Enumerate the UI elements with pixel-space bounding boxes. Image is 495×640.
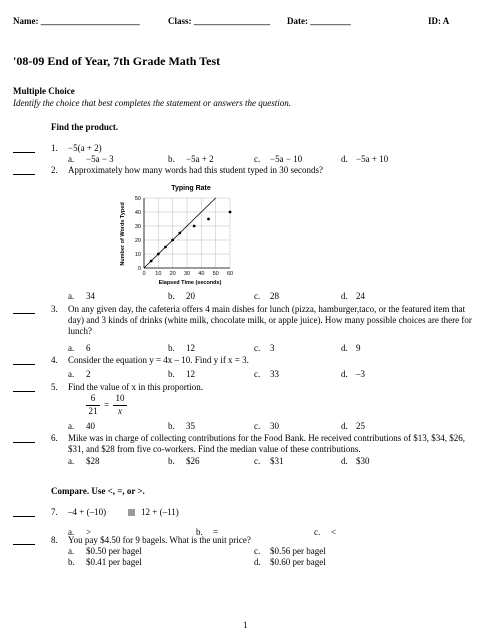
choice-letter: d. (341, 421, 348, 431)
question-text: On any given day, the cafeteria offers 4 main dishes for lunch (pizza, hamburger,taco, or the featured item that day) and 3 kinds of drinks (white milk, chocolate milk, or apple juice). How many possible choices are there for lunch? (68, 304, 472, 336)
choice-text: 9 (356, 343, 361, 353)
id-label: ID: A (428, 16, 450, 26)
choice-text: 12 (186, 369, 195, 379)
question-number: 3. (51, 304, 58, 314)
y-tick-label: 10 (134, 252, 141, 258)
section-heading: Multiple Choice (13, 86, 75, 96)
question-text: Find the value of x in this proportion. (68, 382, 203, 392)
choice-letter: b. (168, 456, 175, 466)
choice-text: –3 (356, 369, 365, 379)
choice-text: $0.50 per bagel (86, 546, 142, 556)
question-text: Consider the equation y = 4x – 10. Find y if x = 3. (68, 355, 249, 365)
y-tick-label: 0 (137, 266, 141, 272)
compare-right-expression: 12 + (–11) (141, 507, 179, 517)
data-point (229, 211, 232, 214)
choice-letter: a. (68, 154, 75, 164)
x-tick-label: 40 (198, 271, 205, 277)
question-number: 7. (51, 507, 58, 517)
choice-letter: a. (68, 456, 75, 466)
question-text: −5(a + 2) (68, 143, 102, 153)
comparison-box (128, 509, 135, 516)
chart-marks (144, 198, 231, 268)
proportion-numerator-left: 6 (90, 393, 96, 403)
date-field-label: Date: _________ (287, 16, 351, 26)
choice-text: $0.41 per bagel (86, 557, 142, 567)
answer-blank[interactable] (13, 364, 35, 365)
choice-letter: c. (254, 546, 261, 556)
x-tick-label: 10 (155, 271, 162, 277)
subheading-find-product: Find the product. (51, 122, 119, 132)
data-point (178, 232, 181, 235)
choice-letter: d. (254, 557, 261, 567)
choice-letter: a. (68, 343, 75, 353)
subheading-compare: Compare. Use <, =, or >. (51, 486, 145, 496)
question-number: 5. (51, 382, 58, 392)
choice-letter: c. (254, 291, 261, 301)
data-point (164, 246, 167, 249)
choice-letter: c. (254, 421, 261, 431)
choice-text: −5a − 10 (270, 154, 303, 164)
choice-text: 40 (86, 421, 95, 431)
question-number: 6. (51, 433, 58, 443)
section-instructions: Identify the choice that best completes the statement or answers the question. (13, 98, 291, 108)
choice-text: −5a + 2 (186, 154, 214, 164)
choice-letter: a. (68, 527, 75, 537)
chart-ticks (135, 196, 233, 277)
y-tick-label: 30 (134, 224, 141, 230)
choice-text: $0.56 per bagel (270, 546, 326, 556)
choice-text: 25 (356, 421, 365, 431)
question-text: Mike was in charge of collecting contributions for the Food Bank. He received contributions of $13, $34, $26, $31, and $28 from five co-workers. Find the median value of these contributions. (68, 433, 465, 454)
y-tick-label: 40 (134, 210, 141, 216)
choice-letter: a. (68, 421, 75, 431)
question-number: 2. (51, 165, 58, 175)
choice-text: 28 (270, 291, 279, 301)
answer-blank[interactable] (13, 174, 35, 175)
choice-letter: a. (68, 546, 75, 556)
question-text: You pay $4.50 for 9 bagels. What is the unit price? (68, 535, 251, 545)
y-tick-label: 50 (134, 196, 141, 202)
chart-title: Typing Rate (171, 185, 211, 192)
x-tick-label: 30 (183, 271, 191, 277)
x-tick-label: 50 (212, 271, 219, 277)
compare-left-expression: –4 + (–10) (68, 507, 107, 517)
choice-letter: c. (314, 527, 321, 537)
page-number: 1 (243, 620, 248, 630)
choice-letter: a. (68, 291, 75, 301)
chart-xlabel: Elapsed Time (seconds) (158, 280, 222, 286)
question-number: 1. (51, 143, 58, 153)
choice-text: $0.60 per bagel (270, 557, 326, 567)
choice-text: 6 (86, 343, 91, 353)
choice-text: 24 (356, 291, 365, 301)
choice-letter: b. (168, 343, 175, 353)
choice-text: −5a + 10 (356, 154, 389, 164)
choice-letter: b. (196, 527, 203, 537)
choice-letter: d. (341, 369, 348, 379)
choice-text: 34 (86, 291, 95, 301)
x-tick-label: 0 (142, 271, 146, 277)
choice-text: $28 (86, 456, 100, 466)
answer-blank[interactable] (13, 442, 35, 443)
choice-text: $26 (186, 456, 200, 466)
y-tick-label: 20 (134, 238, 141, 244)
choice-text: 20 (186, 291, 195, 301)
choice-letter: c. (254, 343, 261, 353)
chart-grid (144, 198, 230, 268)
x-tick-label: 20 (169, 271, 176, 277)
choice-text: −5a − 3 (86, 154, 114, 164)
name-field-label: Name: ______________________ (13, 16, 140, 26)
choice-text: 30 (270, 421, 279, 431)
choice-text: = (213, 527, 219, 537)
choice-letter: b. (168, 291, 175, 301)
choice-text: 33 (270, 369, 279, 379)
data-point (171, 239, 174, 242)
proportion-equals: = (104, 400, 110, 410)
answer-blank[interactable] (13, 152, 35, 153)
answer-blank[interactable] (13, 516, 35, 517)
choice-letter: d. (341, 291, 348, 301)
question-number: 8. (51, 535, 58, 545)
choice-text: 3 (270, 343, 275, 353)
typing-rate-chart (118, 180, 248, 288)
choice-letter: b. (168, 154, 175, 164)
x-tick-label: 60 (226, 271, 234, 277)
choice-letter: c. (254, 369, 261, 379)
page-title: '08-09 End of Year, 7th Grade Math Test (13, 54, 221, 68)
proportion-denominator-right: x (118, 406, 122, 416)
choice-text: $30 (356, 456, 370, 466)
data-point (150, 260, 153, 263)
choice-letter: d. (341, 456, 348, 466)
choice-text: 2 (86, 369, 91, 379)
choice-letter: d. (341, 154, 348, 164)
answer-blank[interactable] (13, 391, 35, 392)
choice-letter: c. (254, 154, 261, 164)
choice-letter: b. (68, 557, 75, 567)
answer-blank[interactable] (13, 313, 35, 314)
data-point (193, 225, 196, 228)
choice-letter: b. (168, 369, 175, 379)
choice-text: < (331, 527, 337, 537)
choice-text: $31 (270, 456, 284, 466)
question-number: 4. (51, 355, 58, 365)
class-field-label: Class: _________________ (168, 16, 271, 26)
proportion-numerator-right: 10 (115, 393, 125, 403)
choice-letter: b. (168, 421, 175, 431)
data-point (207, 218, 210, 221)
question-text: Approximately how many words had this student typed in 30 seconds? (68, 165, 323, 175)
choice-text: > (86, 527, 92, 537)
choice-letter: d. (341, 343, 348, 353)
choice-text: 35 (186, 421, 195, 431)
choice-text: 12 (186, 343, 195, 353)
answer-blank[interactable] (13, 544, 35, 545)
choice-letter: a. (68, 369, 75, 379)
data-point (157, 253, 160, 256)
choice-letter: c. (254, 456, 261, 466)
chart-ylabel: Number of Words Typed (120, 202, 126, 266)
proportion-denominator-left: 21 (88, 406, 98, 416)
